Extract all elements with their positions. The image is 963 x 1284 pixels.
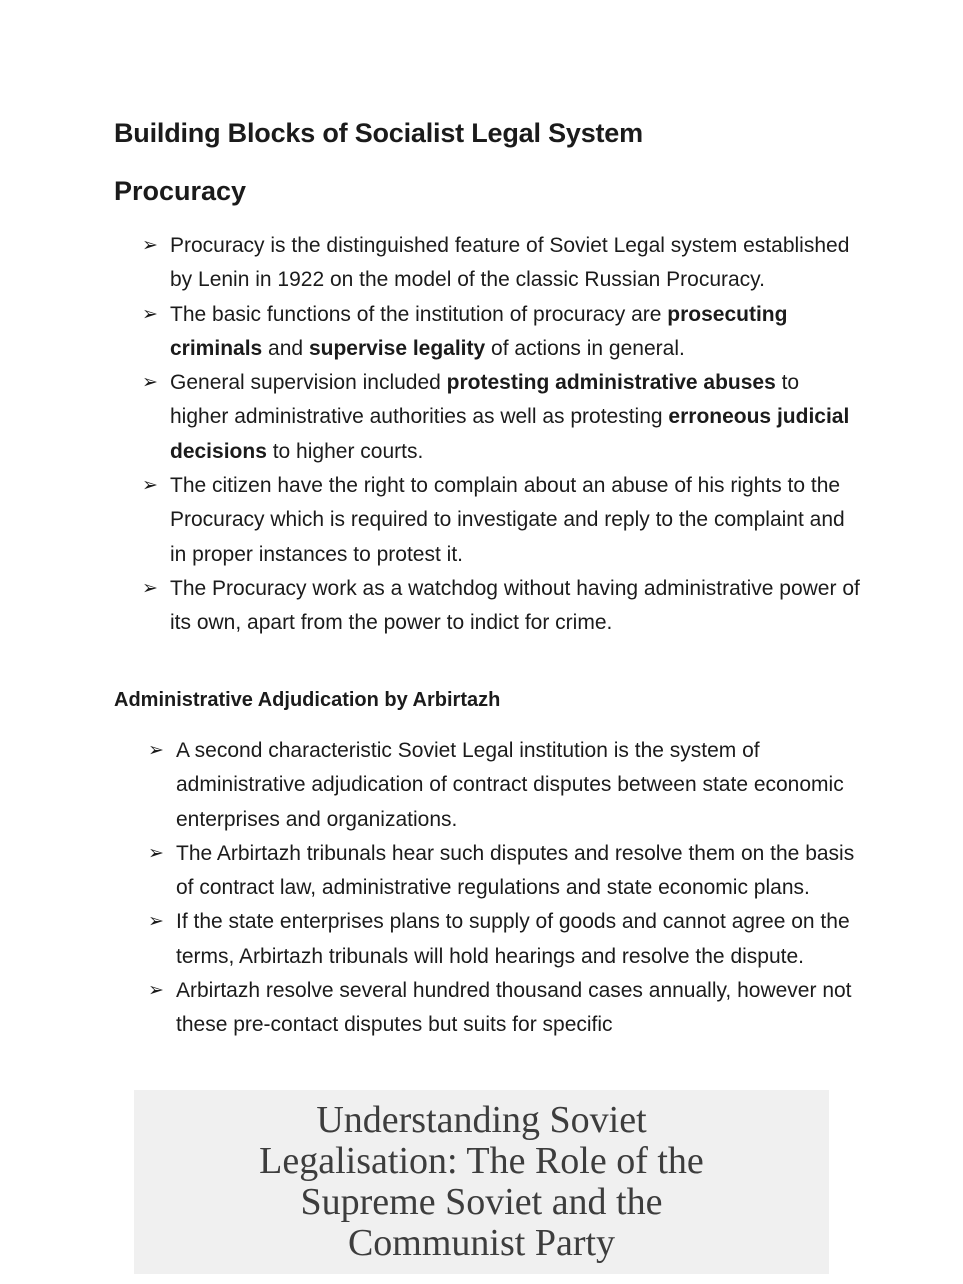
bullet-text: General supervision included	[170, 371, 447, 395]
arrow-bullet-icon: ➢	[142, 475, 158, 497]
arrow-bullet-icon: ➢	[148, 740, 164, 761]
bold-phrase: protesting administrative abuses	[446, 371, 776, 395]
arrow-bullet-icon: ➢	[142, 235, 158, 256]
arrow-bullet-icon: ➢	[148, 980, 164, 1002]
bullet-text: A second characteristic Soviet Legal institution is the system of administrative adjudication of contract disputes between state economic enterprises and organizations.	[176, 739, 844, 831]
bold-phrase: erroneous judicial decisions	[170, 405, 850, 463]
arrow-bullet-icon: ➢	[142, 577, 158, 599]
bullet-text: If the state enterprises plans to supply of goods and cannot agree on the terms, Arbirtazh tribunals will hold hearings and resolve the dispute.	[176, 910, 850, 968]
bullet-text: Procuracy is the distinguished feature of Soviet Legal system established by Lenin in 1922 on the model of the classic Russian Procuracy.	[170, 234, 850, 292]
bullet-item	[148, 905, 864, 974]
bullet-item	[148, 734, 864, 837]
bullet-text: The Procuracy work as a watchdog without having administrative power of its own, apart from the power to indict for crime.	[170, 576, 860, 635]
bullet-text: to higher courts.	[266, 439, 424, 463]
bullet-item	[148, 837, 864, 906]
arrow-bullet-icon: ➢	[148, 911, 164, 933]
document-title: Building Blocks of Socialist Legal System	[114, 118, 643, 148]
bullet-text: The basic functions of the institution of procuracy are	[170, 302, 668, 326]
bullet-item	[142, 298, 862, 367]
bullet-item	[142, 469, 862, 572]
bullet-item	[142, 229, 862, 298]
section-heading-procuracy: Procuracy	[114, 176, 247, 206]
bullet-text: of actions in general.	[485, 336, 685, 360]
bullet-item	[148, 974, 864, 1043]
bold-phrase: supervise legality	[308, 336, 486, 360]
bullet-item	[142, 572, 862, 641]
arrow-bullet-icon: ➢	[148, 842, 164, 864]
procuracy-bullet-list	[142, 229, 862, 641]
bullet-text: The Arbirtazh tribunals hear such disputes and resolve them on the basis of contract law, administrative regulations and state economic plans.	[176, 841, 855, 900]
caption-overlay	[134, 1090, 829, 1274]
bullet-item	[142, 366, 862, 469]
section-heading-arbirtazh: Administrative Adjudication by Arbirtazh	[114, 689, 501, 711]
bullet-text: Arbirtazh resolve several hundred thousand cases annually, however not these pre-contact disputes but suits for specific	[176, 979, 852, 1037]
arbirtazh-bullet-list	[148, 734, 864, 1043]
overlay-caption: Understanding Soviet Legalisation: The Role of the Supreme Soviet and the Communist Party	[259, 1099, 704, 1264]
bullet-text: to higher administrative authorities as well as protesting	[170, 371, 800, 429]
arrow-bullet-icon: ➢	[142, 372, 158, 394]
arrow-bullet-icon: ➢	[142, 303, 158, 325]
bullet-text: and	[262, 336, 309, 360]
bullet-text: The citizen have the right to complain about an abuse of his rights to the Procuracy which is required to investigate and reply to the complaint and in proper instances to protest it.	[170, 474, 845, 566]
bold-phrase: prosecuting criminals	[170, 302, 788, 360]
